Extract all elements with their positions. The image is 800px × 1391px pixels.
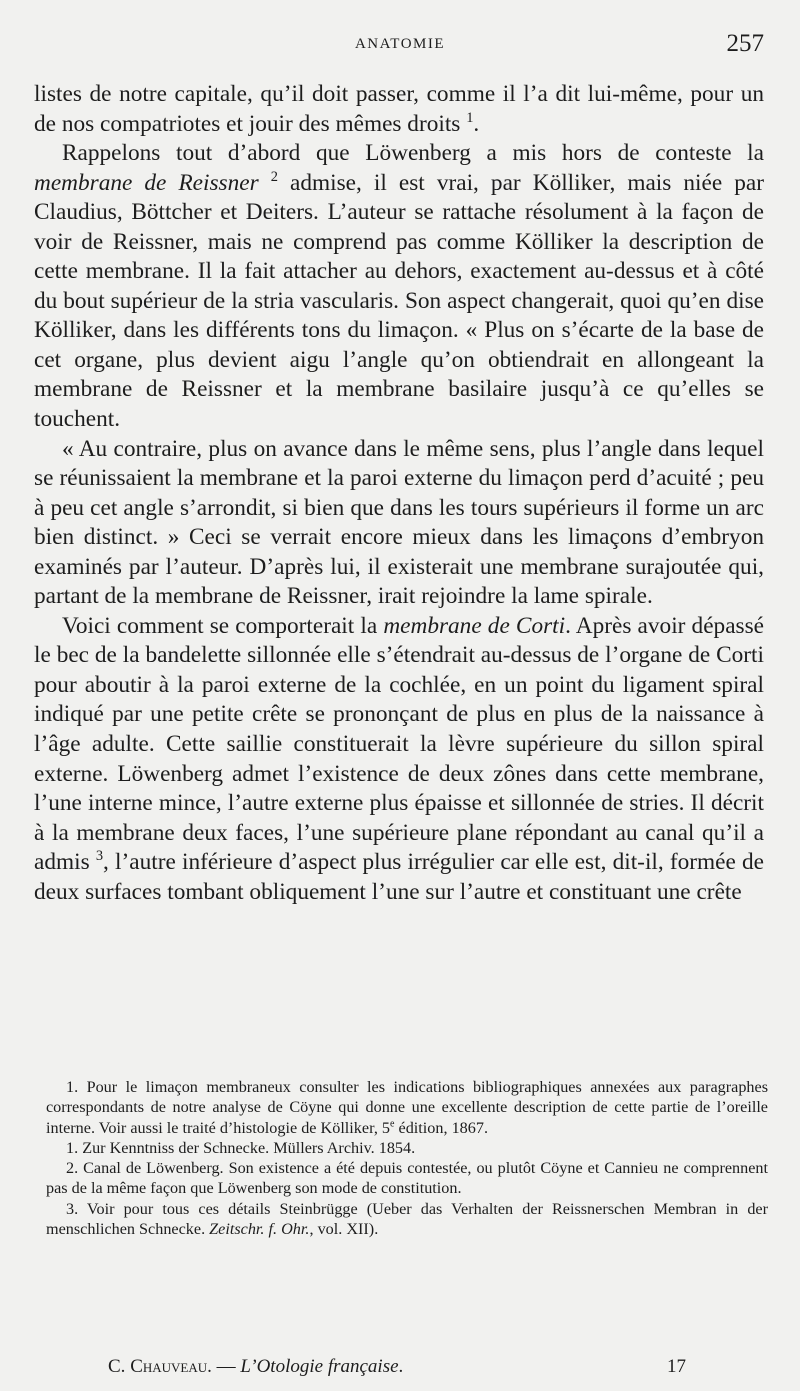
text-span: , l’autre inférieure d’aspect plus irrégulier car elle est, dit-il, formée de deux surfaces tombant obliquement l’une sur l’autre et constituant une crête	[34, 849, 764, 905]
italic-span: membrane de Reissner	[34, 169, 259, 196]
text-span: listes de notre capitale, qu’il doit passer, comme il l’a dit lui-même, pour un de nos compatriotes et jouir des mêmes droits	[34, 81, 764, 137]
footnote	[46, 1077, 768, 1138]
text-span: Rappelons tout d’abord que Löwenberg a mis hors de conteste la	[62, 140, 764, 167]
credit-separator: . —	[207, 1356, 241, 1377]
text-span: 1. Pour le limaçon membraneux consulter les indications bibliographiques annexées aux paragraphes correspondants de notre analyse de Cöyne qui donne une excellente description de cette partie de l’oreille interne. Voir aussi le traité d’histologie de Kölliker, 5	[46, 1078, 768, 1137]
title-end: .	[398, 1356, 404, 1377]
author-name: Chauveau	[130, 1356, 208, 1377]
note-reference: 2	[270, 168, 278, 185]
italic-span: membrane de Corti	[383, 612, 566, 639]
text-span: . Après avoir dépassé le bec de la bandelette sillonnée elle s’étendrait au-dessus de l’organe de Corti pour aboutir à la paroi externe de la cochlée, en un point du ligament spiral indiqué par une petite crête se prononçant de plus en plus de la naissance à l’âge adulte. Cette saillie constituerait la lèvre supérieure du sillon spiral externe. Löwenberg admet l’existence de deux zônes dans cette membrane, l’une interne mince, l’autre externe plus épaisse et sillonnée de stries. Il décrit à la membrane deux faces, l’une supérieure plane répondant au canal qu’il a admis	[34, 612, 765, 876]
note-reference: 1	[466, 109, 474, 126]
note-reference: 3	[95, 848, 104, 865]
footnote	[46, 1199, 768, 1240]
signature-mark: 17	[667, 1356, 686, 1377]
footnotes	[46, 1077, 768, 1239]
text-span: édition, 1867.	[394, 1118, 488, 1137]
running-head: ANATOMIE	[354, 36, 446, 52]
text-span: « Au contraire, plus on avance dans le même sens, plus l’angle dans lequel se réunissaient la membrane et la paroi externe du limaçon perd d’acuité ; peu à peu cet angle s’arrondit, si bien que dans les tours supérieurs il forme un arc bien distinct. » Ceci se verrait encore mieux dans les limaçons d’embryon examinés par l’auteur. D’après lui, il existerait une membrane surajoutée qui, partant de la membrane de Reissner, irait rejoindre la lame spirale.	[34, 435, 764, 610]
body-text	[34, 80, 764, 907]
text-span: , vol. XII).	[309, 1220, 379, 1239]
text-span	[259, 170, 271, 196]
book-title: L’Otologie française	[240, 1356, 399, 1377]
text-span: Voici comment se comporterait la	[62, 612, 384, 639]
paragraph	[34, 612, 764, 907]
footnote	[46, 1138, 768, 1158]
text-span: 3. Voir pour tous ces détails Steinbrügge (Ueber das Verhalten der Reissnerschen Membran in der menschlichen Schnecke.	[46, 1199, 768, 1239]
note-reference: e	[390, 1118, 395, 1130]
paragraph	[34, 80, 764, 139]
text-span: 1. Zur Kenntniss der Schnecke. Müllers Archiv. 1854.	[66, 1138, 416, 1157]
author-initial: C.	[108, 1356, 131, 1377]
page-number: 257	[726, 30, 764, 57]
text-span: .	[473, 110, 480, 137]
italic-span: Zeitschr. f. Ohr.	[209, 1220, 310, 1239]
paragraph	[34, 435, 764, 612]
text-span: 2. Canal de Löwenberg. Son existence a été depuis contestée, ou plutôt Cöyne et Cannieu ne comprennent pas de la même façon que Löwenberg son mode de constitution.	[46, 1159, 768, 1198]
page-header	[30, 30, 770, 62]
footnote	[46, 1158, 768, 1199]
paragraph	[34, 139, 764, 434]
page-footer	[46, 1354, 768, 1380]
book-credit-line	[108, 1356, 403, 1378]
text-span: admise, il est vrai, par Kölliker, mais niée par Claudius, Böttcher et Deiters. L’auteur se rattache résolument à la façon de voir de Reissner, mais ne comprend pas comme Kölliker la description de cette membrane. Il la fait attacher au dehors, exactement au-dessus et à côté du bout supérieur de la stria vascularis. Son aspect changerait, quoi qu’en dise Kölliker, dans les différents tons du limaçon. « Plus on s’écarte de la base de cet organe, plus devient aigu l’angle qu’on obtiendrait en allongeant la membrane de Reissner et la membrane basilaire jusqu’à ce qu’elles se touchent.	[34, 169, 764, 433]
